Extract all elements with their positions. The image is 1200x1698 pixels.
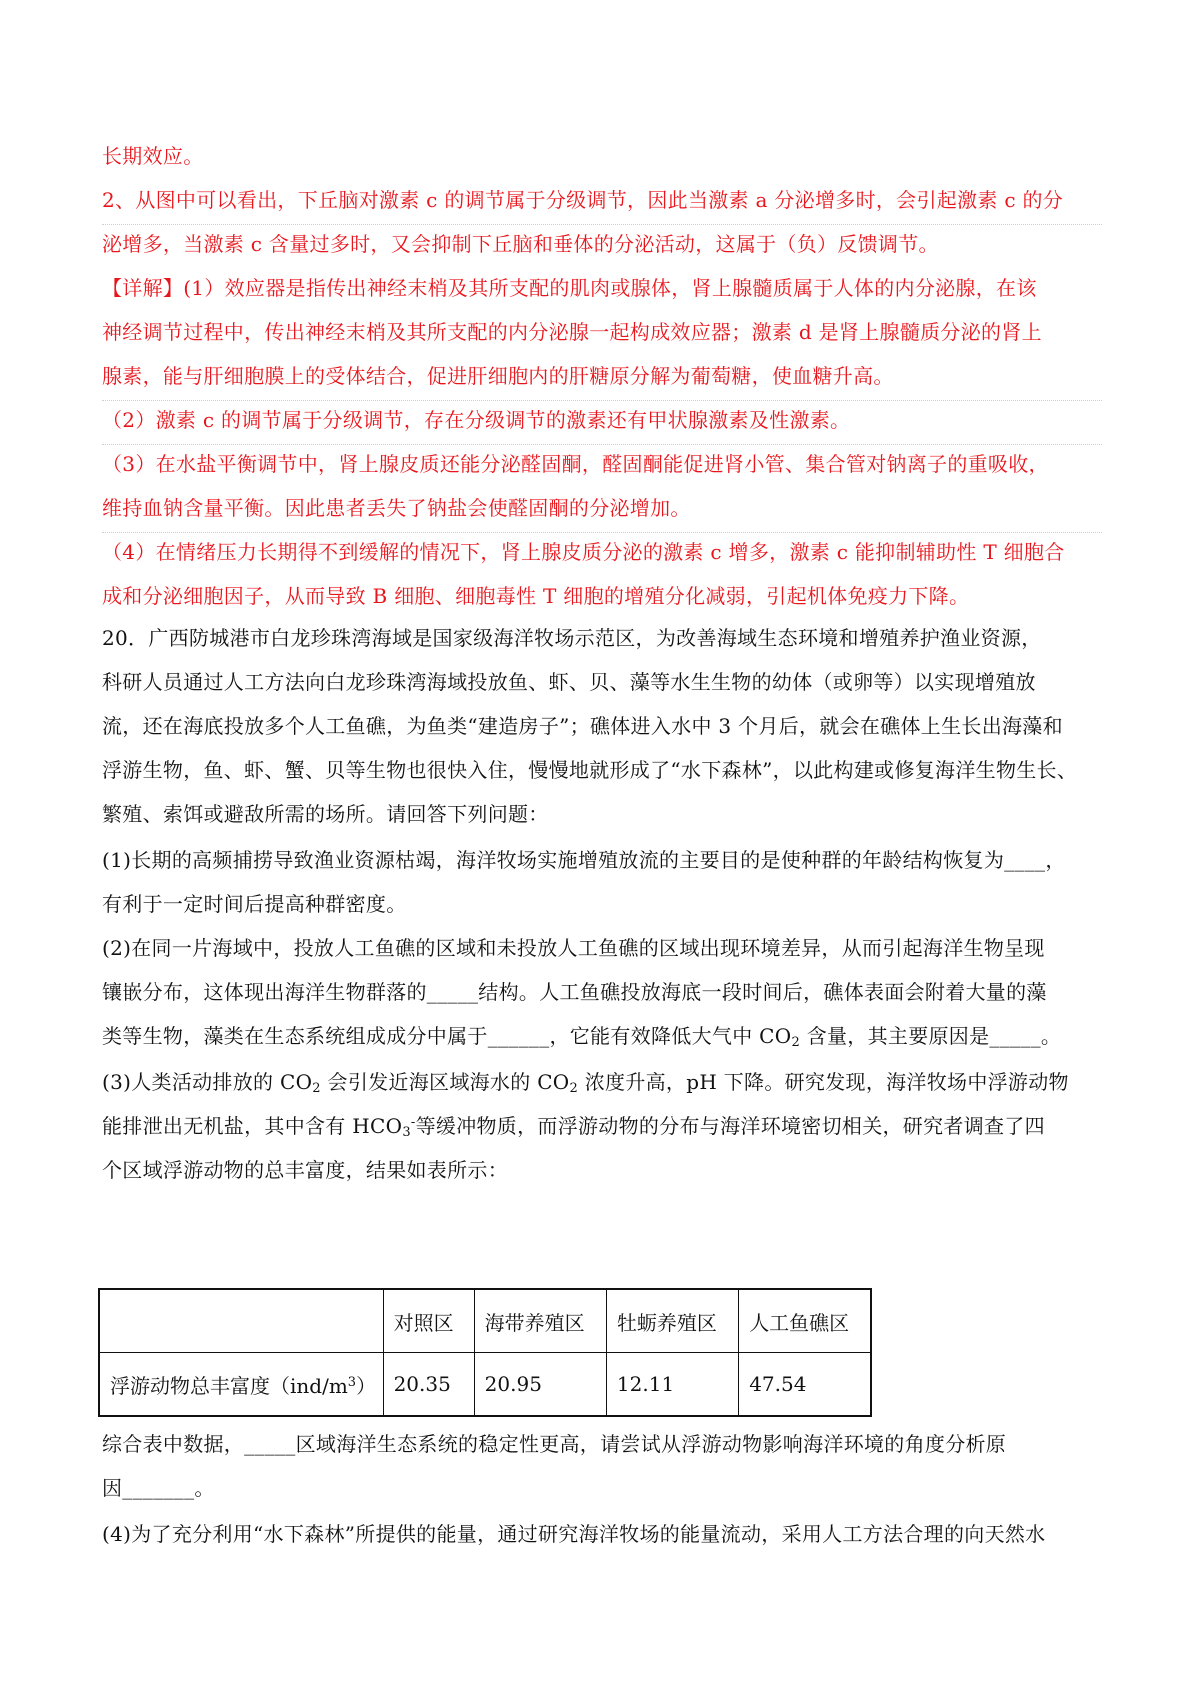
answer-3-line2: 维持血钠含量平衡。因此患者丢失了钠盐会使醛固酮的分泌增加。 <box>102 484 1102 533</box>
co2-subscript: 2 <box>791 1035 801 1050</box>
subquestion-3-line1-text-a: (3)人类活动排放的 CO <box>102 1070 313 1094</box>
subquestion-2-line3-text-b: 含量，其主要原因是_____。 <box>800 1024 1062 1048</box>
subquestion-1-line2: 有利于一定时间后提高种群密度。 <box>102 892 407 916</box>
question-20-stem-line4: 浮游生物，鱼、虾、蟹、贝等生物也很快入住，慢慢地就形成了“水下森林”，以此构建或修复海洋生物生长、 <box>102 758 1078 782</box>
subquestion-2-line1: (2)在同一片海域中，投放人工鱼礁的区域和未投放人工鱼礁的区域出现环境差异，从而引起海洋生物呈现 <box>102 936 1045 960</box>
detail-line2: 神经调节过程中，传出神经末梢及其所支配的内分泌腺一起构成效应器；激素 d 是肾上腺髓质分泌的肾上 <box>102 320 1042 344</box>
table-cell: 20.35 <box>383 1353 474 1417</box>
analysis-point-2-line1: 2、从图中可以看出，下丘脑对激素 c 的调节属于分级调节，因此当激素 a 分泌增多时，会引起激素 c 的分 <box>102 176 1102 225</box>
subquestion-3-line2 <box>102 1102 1102 1150</box>
question-20-stem-line2: 科研人员通过人工方法向白龙珍珠湾海域投放鱼、虾、贝、藻等水生生物的幼体（或卵等）以实现增殖放 <box>102 670 1036 694</box>
table-header-cell: 人工鱼礁区 <box>739 1289 871 1353</box>
table-header-row <box>99 1289 871 1353</box>
unit-superscript: 3 <box>347 1374 357 1390</box>
table-cell: 20.95 <box>474 1353 606 1417</box>
table-cell: 47.54 <box>739 1353 871 1417</box>
table-header-cell: 牡蛎养殖区 <box>606 1289 738 1353</box>
answer-2: （2）激素 c 的调节属于分级调节，存在分级调节的激素还有甲状腺激素及性激素。 <box>102 396 1102 445</box>
question-20-stem-line1: 20．广西防城港市白龙珍珠湾海域是国家级海洋牧场示范区，为改善海域生态环境和增殖养护渔业资源， <box>102 626 1042 650</box>
row-label-close: ） <box>356 1373 377 1398</box>
hco3-charge-superscript: - <box>410 1115 416 1130</box>
table-header-cell: 对照区 <box>383 1289 474 1353</box>
table-row-label <box>99 1353 383 1417</box>
subquestion-3-line1 <box>102 1058 1102 1106</box>
answer-3-line1: （3）在水盐平衡调节中，肾上腺皮质还能分泌醛固酮，醛固酮能促进肾小管、集合管对钠离子的重吸收， <box>102 452 1049 476</box>
subquestion-3-line2-text-a: 能排泄出无机盐，其中含有 HCO <box>102 1114 403 1138</box>
subquestion-3-line1-text-b: 会引发近海区域海水的 CO <box>320 1070 570 1094</box>
subquestion-3-line3: 个区域浮游动物的总丰富度，结果如表所示： <box>102 1158 508 1182</box>
table-header-cell: 海带养殖区 <box>474 1289 606 1353</box>
subquestion-2-line2: 镶嵌分布，这体现出海洋生物群落的_____结构。人工鱼礁投放海底一段时间后，礁体表面会附着大量的藻 <box>102 980 1047 1004</box>
subquestion-4-line1: (4)为了充分利用“水下森林”所提供的能量，通过研究海洋牧场的能量流动，采用人工方法合理的向天然水 <box>102 1522 1046 1546</box>
question-20-stem-line5: 繁殖、索饵或避敌所需的场所。请回答下列问题： <box>102 802 549 826</box>
analysis-point-2-line2: 泌增多，当激素 c 含量过多时，又会抑制下丘脑和垂体的分泌活动，这属于（负）反馈调节。 <box>102 232 939 256</box>
subquestion-3-after-table-line1: 综合表中数据，_____区域海洋生态系统的稳定性更高，请尝试从浮游动物影响海洋环境的角度分析原 <box>102 1432 1007 1456</box>
row-label-text: 浮游动物总丰富度（ind/m <box>110 1373 348 1398</box>
subquestion-2-line3 <box>102 1012 1102 1060</box>
plankton-richness-table <box>98 1288 872 1417</box>
detail-line1: 【详解】(1）效应器是指传出神经末梢及其所支配的肌肉或腺体，肾上腺髓质属于人体的内分泌腺，在该 <box>102 276 1037 300</box>
subquestion-3-after-table-line2: 因_______。 <box>102 1476 215 1500</box>
table-cell: 12.11 <box>606 1353 738 1417</box>
table-header-cell <box>99 1289 383 1353</box>
subquestion-1-line1: (1)长期的高频捕捞导致渔业资源枯竭，海洋牧场实施增殖放流的主要目的是使种群的年龄结构恢复为____， <box>102 848 1066 872</box>
detail-line3: 腺素，能与肝细胞膜上的受体结合，促进肝细胞内的肝糖原分解为葡萄糖，使血糖升高。 <box>102 352 1102 401</box>
answer-4-line2: 成和分泌细胞因子，从而导致 B 细胞、细胞毒性 T 细胞的增殖分化减弱，引起机体免疫力下降。 <box>102 584 970 608</box>
question-20-stem-line3: 流，还在海底投放多个人工鱼礁，为鱼类“建造房子”；礁体进入水中 3 个月后，就会在礁体上生长出海藻和 <box>102 714 1063 738</box>
subquestion-3-line2-text-b: 等缓冲物质，而浮游动物的分布与海洋环境密切相关，研究者调查了四 <box>415 1114 1045 1138</box>
analysis-line: 长期效应。 <box>102 144 204 168</box>
subquestion-3-line1-text-c: 浓度升高，pH 下降。研究发现，海洋牧场中浮游动物 <box>578 1070 1069 1094</box>
answer-4-line1: （4）在情绪压力长期得不到缓解的情况下，肾上腺皮质分泌的激素 c 增多，激素 c 能抑制辅助性 T 细胞合 <box>102 540 1065 564</box>
table-row <box>99 1353 871 1417</box>
subquestion-2-line3-text-a: 类等生物，藻类在生态系统组成成分中属于______，它能有效降低大气中 CO <box>102 1024 792 1048</box>
hco3-subscript: 3 <box>402 1125 411 1140</box>
co2-subscript: 2 <box>312 1081 321 1096</box>
co2-subscript: 2 <box>569 1081 579 1096</box>
